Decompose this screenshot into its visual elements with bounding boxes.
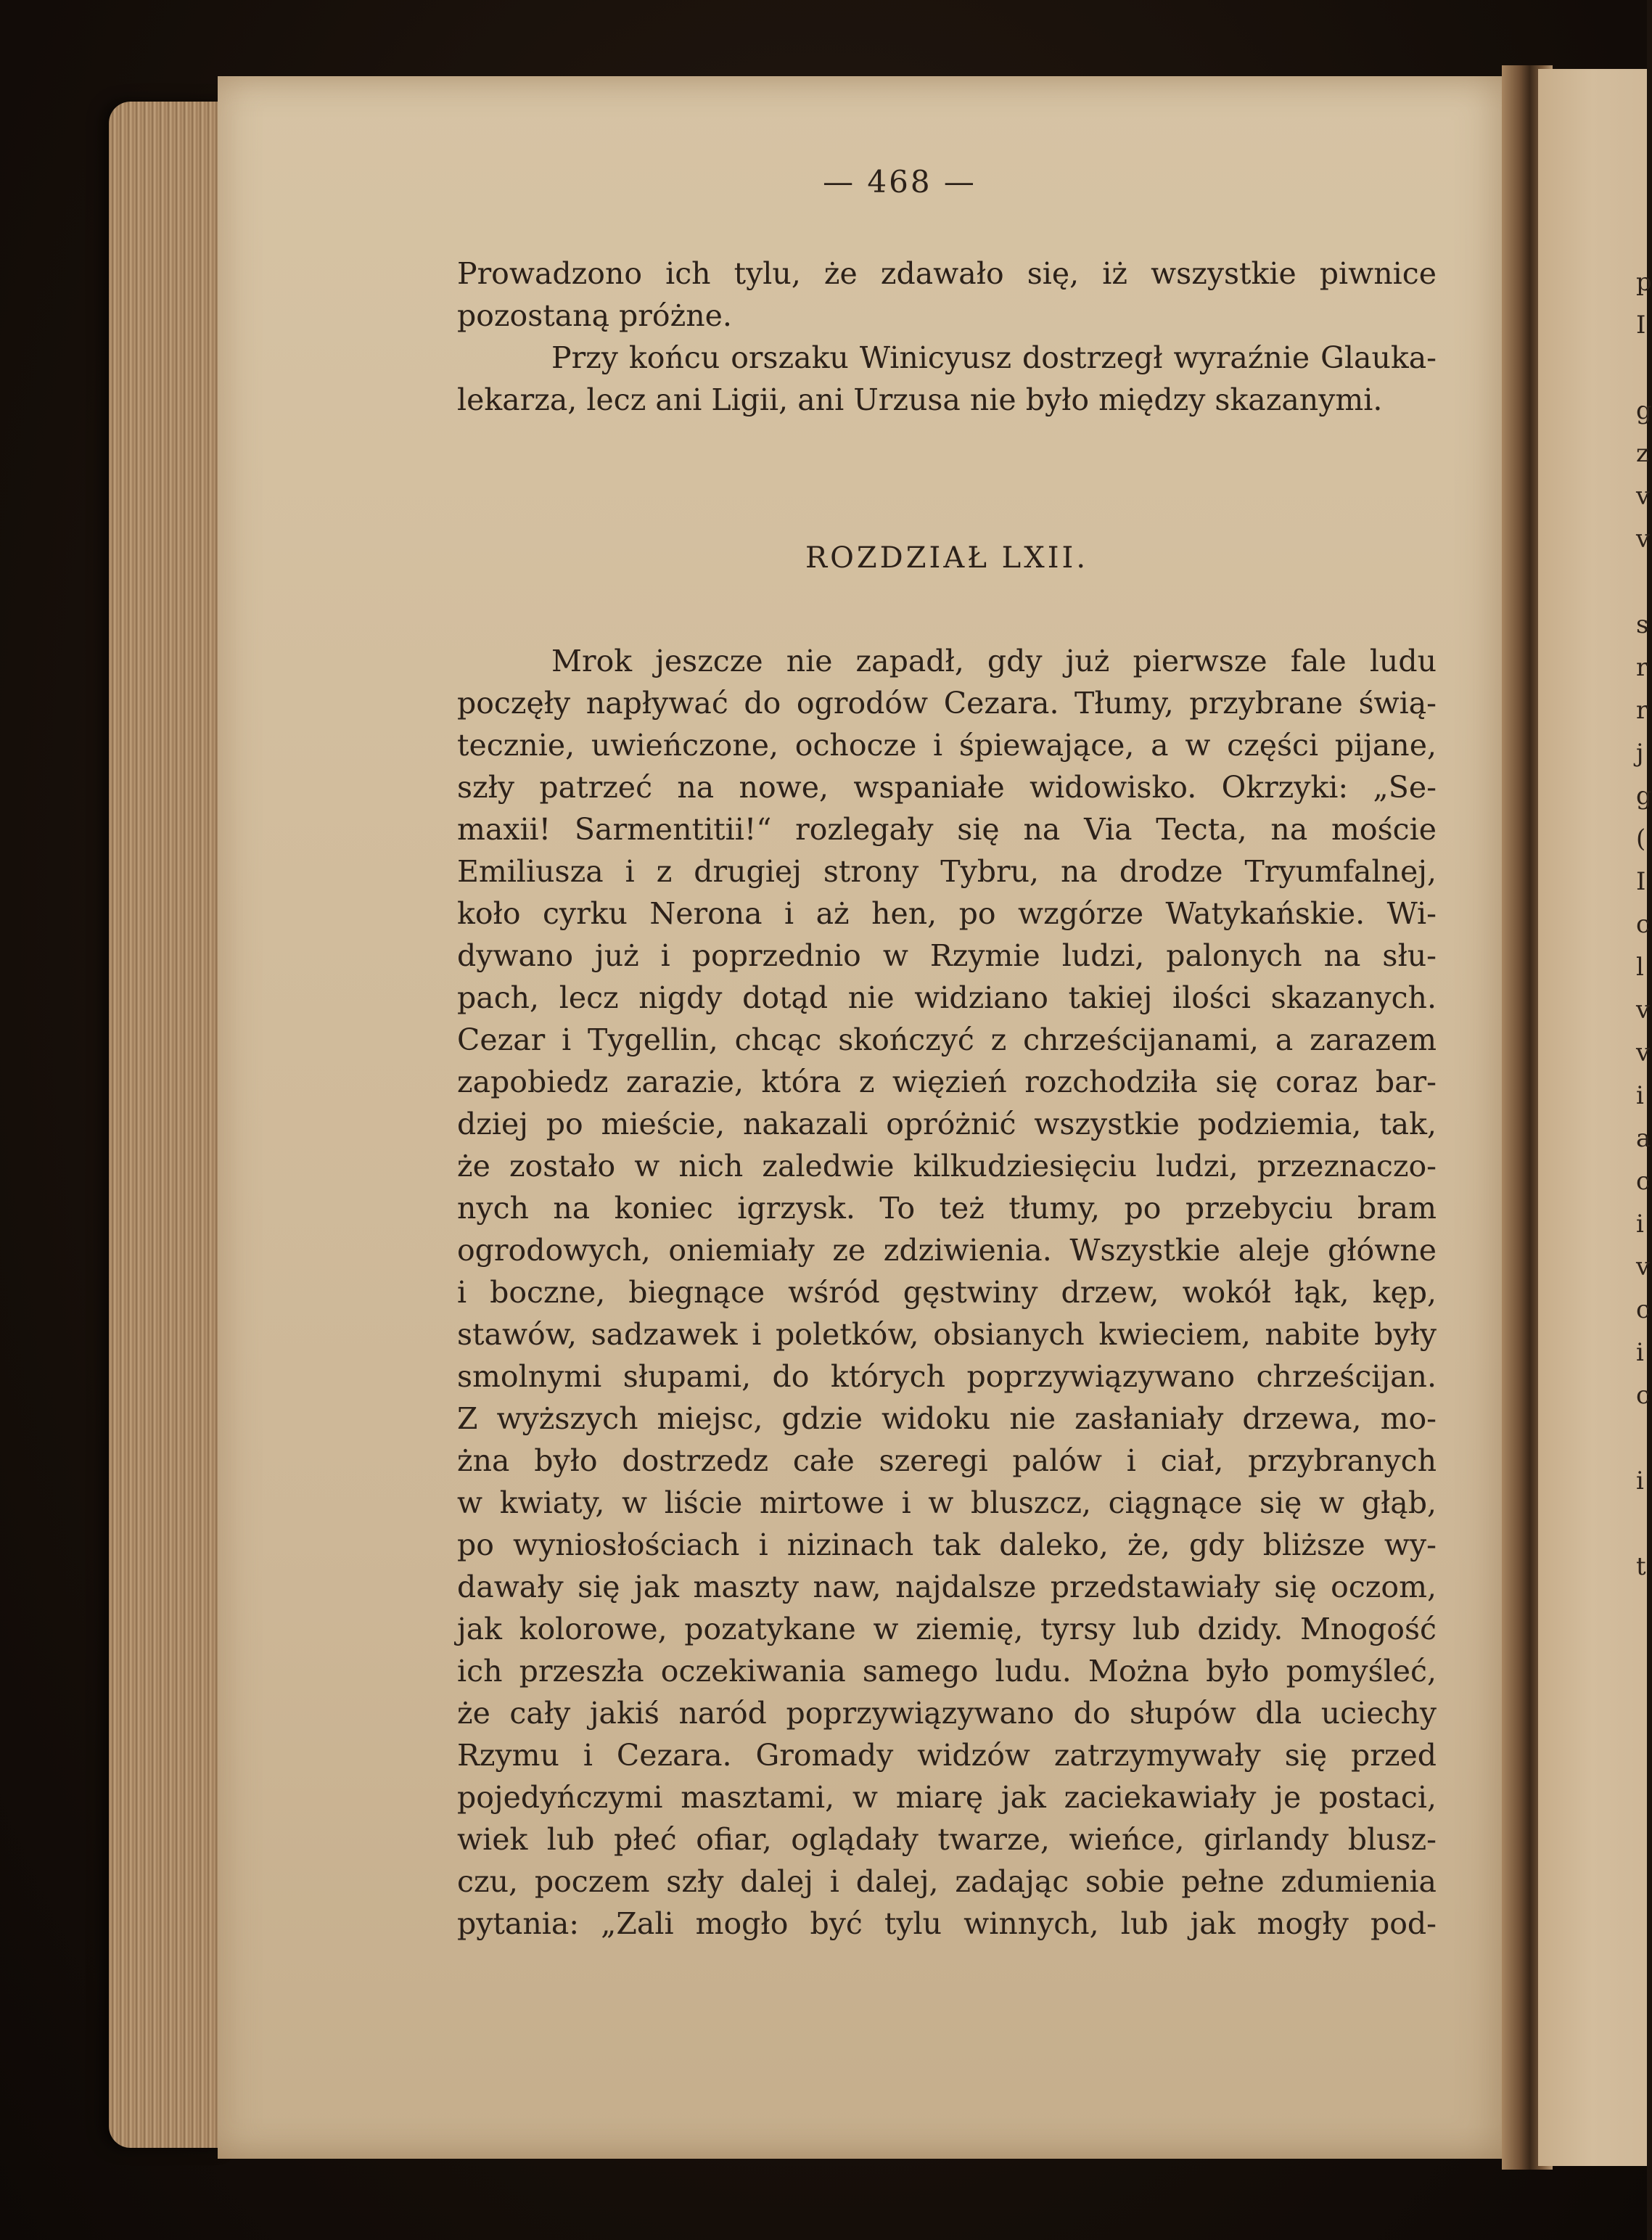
partial-letter: I [1636, 867, 1646, 896]
partial-letter: z [1636, 439, 1649, 468]
text-line: ich przeszła oczekiwania samego ludu. Można było pomyśleć, [457, 1654, 1437, 1689]
chapter-body [457, 640, 1437, 1945]
partial-letter: c [1636, 1295, 1651, 1324]
text-line: dziej po mieście, nakazali opróżnić wszystkie podziemia, tak, [457, 1107, 1437, 1141]
text-line: Prowadzono ich tylu, że zdawało się, iż wszystkie piwnice [457, 256, 1437, 291]
partial-letter [1636, 561, 1647, 604]
partial-letter: j [1636, 739, 1644, 768]
text-line: i boczne, biegnące wśród gęstwiny drzew, wokół łąk, kęp, [457, 1275, 1437, 1310]
right-page-partial-text [1636, 261, 1652, 1588]
text-line: smolnymi słupami, do których poprzywiązywano chrześcijan. [457, 1359, 1437, 1394]
text-line: że cały jakiś naród poprzywiązywano do słupów dla uciechy [457, 1696, 1437, 1731]
partial-letter: v [1636, 1252, 1651, 1281]
partial-letter: g [1636, 781, 1652, 811]
partial-letter: g [1636, 396, 1652, 425]
partial-letter: i [1636, 1466, 1644, 1496]
text-line: stawów, sadzawek i poletków, obsianych kwieciem, nabite były [457, 1317, 1437, 1352]
partial-letter: I [1636, 311, 1646, 340]
partial-letter: ( [1636, 824, 1646, 853]
text-line: koło cyrku Nerona i aż hen, po wzgórze Watykańskie. Wi- [457, 896, 1437, 931]
partial-letter: v [1636, 1038, 1651, 1067]
partial-letter: t [1636, 1552, 1646, 1581]
text-line: pojedyńczymi masztami, w miarę jak zaciekawiały je postaci, [457, 1780, 1437, 1815]
text-line: Rzymu i Cezara. Gromady widzów zatrzymywały się przed [457, 1738, 1437, 1773]
text-line: pach, lecz nigdy dotąd nie widziano takiej ilości skazanych. [457, 980, 1437, 1015]
partial-letter: c [1636, 910, 1651, 939]
partial-letter: i [1636, 1081, 1644, 1110]
partial-letter: p [1636, 268, 1652, 297]
partial-letter: i [1636, 1210, 1644, 1239]
text-line: dawały się jak maszty naw, najdalsze przedstawiały się oczom, [457, 1570, 1437, 1604]
text-line: wiek lub płeć ofiar, oglądały twarze, wieńce, girlandy blusz- [457, 1822, 1437, 1857]
partial-letter: s [1636, 610, 1649, 639]
partial-letter [1636, 1417, 1647, 1460]
text-line: poczęły napływać do ogrodów Cezara. Tłumy, przybrane świą- [457, 686, 1437, 721]
partial-letter: v [1636, 996, 1651, 1025]
text-line: maxii! Sarmentitii!“ rozlegały się na Via Tecta, na moście [457, 812, 1437, 847]
partial-letter [1636, 347, 1647, 390]
text-line: lekarza, lecz ani Ligii, ani Urzusa nie było między skazanymi. [457, 382, 1383, 417]
paragraph-winicyusz [457, 337, 1437, 421]
text-line: Mrok jeszcze nie zapadł, gdy już pierwsze fale ludu [551, 644, 1437, 678]
text-line: po wyniosłościach i nizinach tak daleko, że, gdy bliższe wy- [457, 1527, 1437, 1562]
partial-letter: c [1636, 1167, 1651, 1196]
text-line: żna było dostrzedz całe szeregi palów i ciał, przybranych [457, 1443, 1437, 1478]
partial-letter: l [1636, 953, 1644, 982]
page-edges [109, 102, 225, 2148]
right-page-edge [1538, 69, 1652, 2166]
text-line: Przy końcu orszaku Winicyusz dostrzegł wyraźnie Glauka- [551, 340, 1437, 375]
text-line: że zostało w nich zaledwie kilkudziesięciu ludzi, przeznaczo- [457, 1149, 1437, 1183]
text-line: Cezar i Tygellin, chcąc skończyć z chrześcijanami, a zarazem [457, 1022, 1437, 1057]
text-line: czu, poczem szły dalej i dalej, zadając sobie pełne zdumienia [457, 1864, 1437, 1899]
text-line: ogrodowych, oniemiały ze zdziwienia. Wszystkie aleje główne [457, 1233, 1437, 1268]
text-line: pytania: „Zali mogło być tylu winnych, lub jak mogły pod- [457, 1906, 1437, 1941]
text-line: Z wyższych miejsc, gdzie widoku nie zasłaniały drzewa, mo- [457, 1401, 1437, 1436]
text-line: w kwiaty, w liście mirtowe i w bluszcz, ciągnące się w głąb, [457, 1485, 1437, 1520]
page-number-header: — 468 — [823, 164, 977, 200]
partial-letter: r [1636, 653, 1648, 682]
partial-letter: a [1636, 1124, 1651, 1153]
text-line: dywano już i poprzednio w Rzymie ludzi, palonych na słu- [457, 938, 1437, 973]
paragraph-intro [457, 253, 1437, 337]
text-line: pozostaną próżne. [457, 298, 732, 333]
partial-letter [1636, 1503, 1647, 1546]
partial-letter: v [1636, 525, 1651, 554]
partial-letter: r [1636, 696, 1648, 725]
text-line: Emiliusza i z drugiej strony Tybru, na drodze Tryumfalnej, [457, 854, 1437, 889]
chapter-title: ROZDZIAŁ LXII. [805, 541, 1089, 575]
partial-letter: v [1636, 482, 1651, 511]
text-line: zapobiedz zarazie, która z więzień rozchodziła się coraz bar- [457, 1064, 1437, 1099]
text-line: szły patrzeć na nowe, wspaniałe widowisko. Okrzyki: „Se- [457, 770, 1437, 805]
text-line: nych na koniec igrzysk. To też tłumy, po przebyciu bram [457, 1191, 1437, 1226]
partial-letter: c [1636, 1381, 1651, 1410]
text-line: tecznie, uwieńczone, ochocze i śpiewające, a w części pijane, [457, 728, 1437, 763]
text-line: jak kolorowe, pozatykane w ziemię, tyrsy lub dzidy. Mnogość [457, 1612, 1437, 1646]
partial-letter: i [1636, 1338, 1644, 1367]
